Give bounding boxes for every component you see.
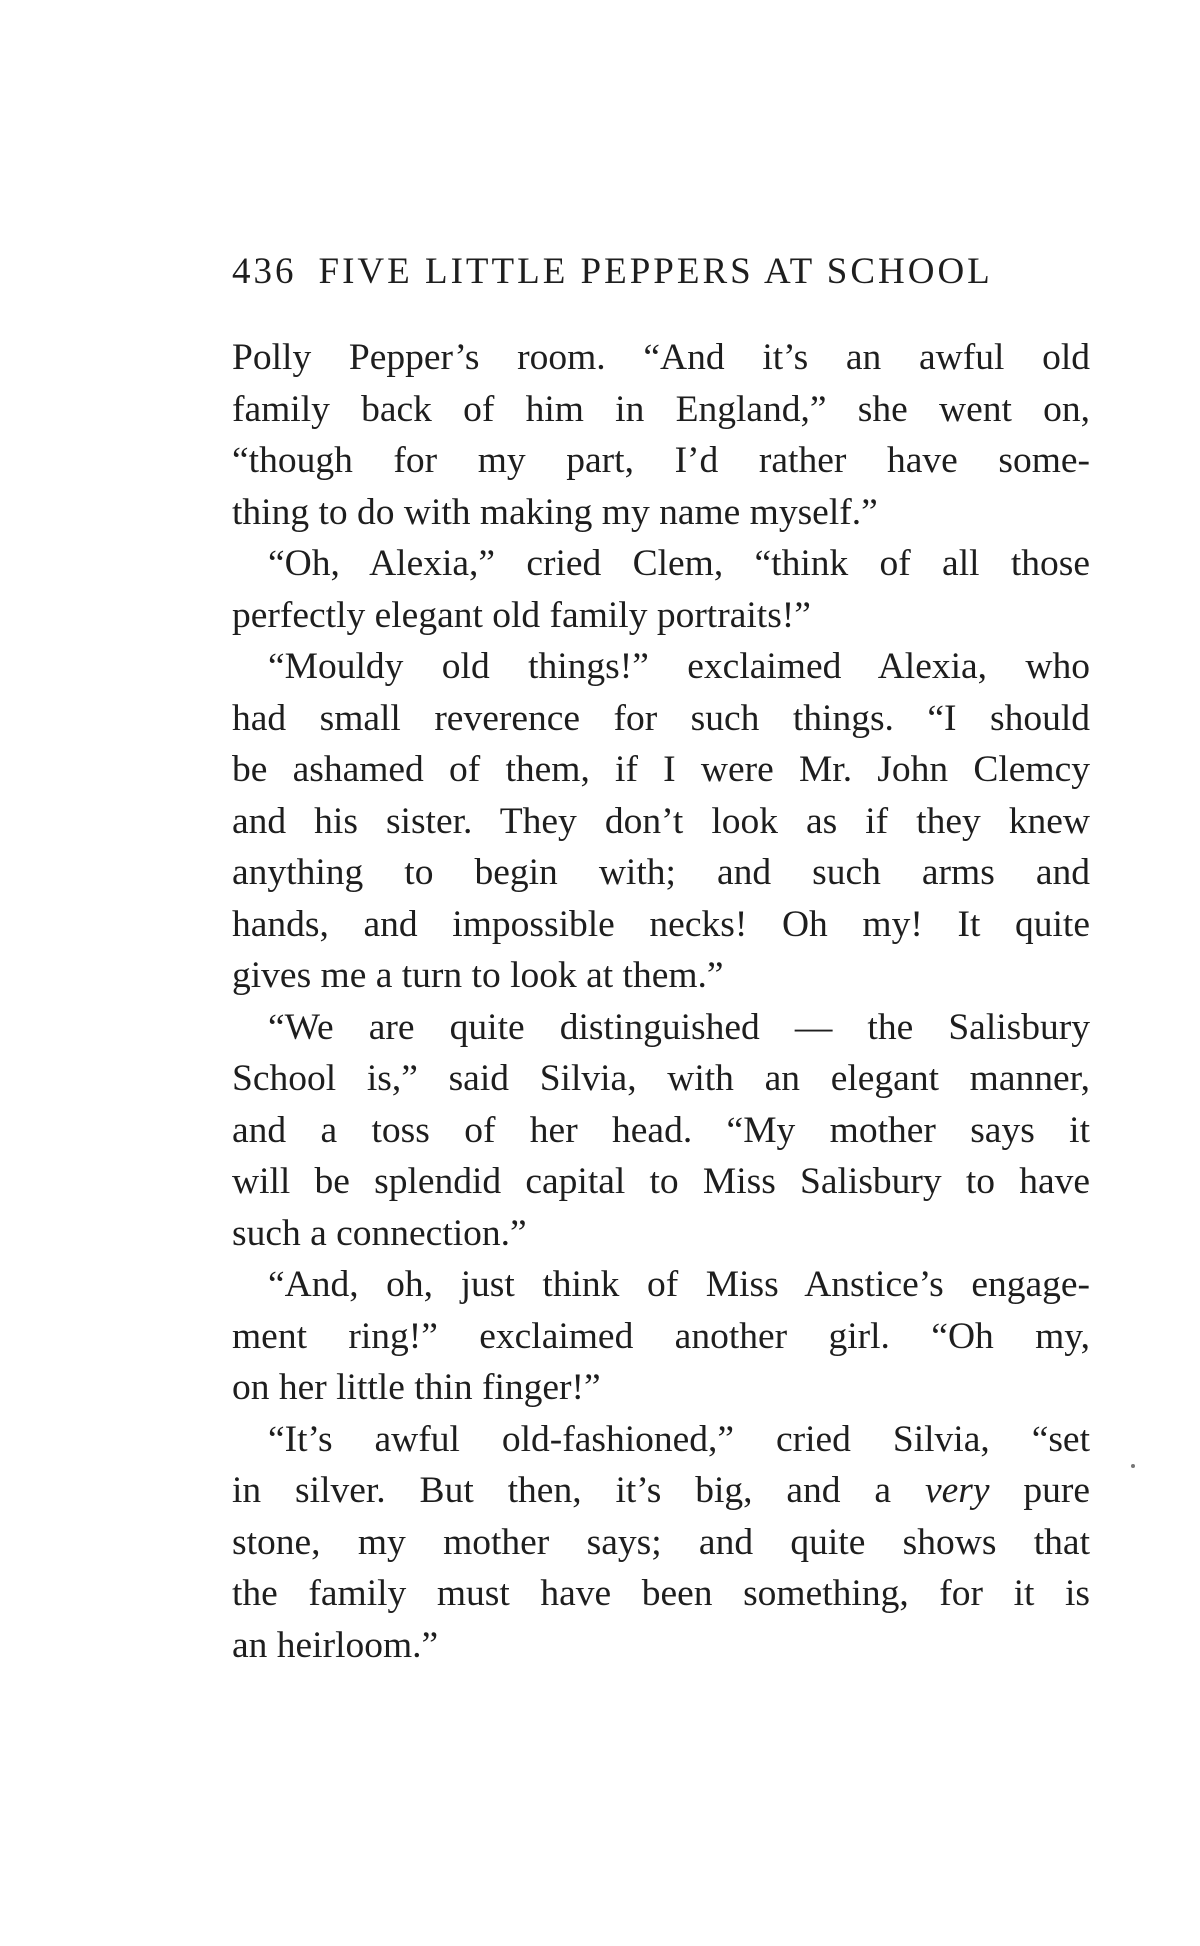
text-line: hands, and impossible necks! Oh my! It quite xyxy=(232,903,1090,945)
text-line: School is,” said Silvia, with an elegant manner, xyxy=(232,1058,1090,1099)
text-line xyxy=(232,1465,1090,1517)
body-text xyxy=(232,332,1090,1671)
text-line: an heirloom.” xyxy=(232,1624,439,1666)
running-title: FIVE LITTLE PEPPERS AT SCHOOL xyxy=(318,251,993,292)
text-line: “It’s awful old-fashioned,” cried Silvia, “set xyxy=(268,1418,1090,1460)
text-line: had small reverence for such things. “I should xyxy=(232,697,1090,739)
text-line: ment ring!” exclaimed another girl. “Oh my, xyxy=(232,1315,1090,1357)
text-line: “We are quite distinguished — the Salisbury xyxy=(268,1006,1090,1048)
text-line: “Mouldy old things!” exclaimed Alexia, who xyxy=(268,646,1090,687)
italic-emphasis: very xyxy=(924,1470,990,1511)
text-line: “Oh, Alexia,” cried Clem, “think of all those xyxy=(268,543,1090,584)
text-line: the family must have been something, for it is xyxy=(232,1573,1090,1614)
page-number: 436 xyxy=(232,251,297,292)
text-line: “though for my part, I’d rather have some- xyxy=(232,440,1090,481)
text-line: stone, my mother says; and quite shows that xyxy=(232,1521,1090,1563)
text-line: “And, oh, just think of Miss Anstice’s engage- xyxy=(268,1264,1090,1305)
text-run: in silver. But then, it’s big, and a xyxy=(232,1470,892,1511)
text-line: gives me a turn to look at them.” xyxy=(232,955,724,996)
text-line: and a toss of her head. “My mother says it xyxy=(232,1109,1090,1151)
text-line: perfectly elegant old family portraits!” xyxy=(232,594,811,636)
text-line: thing to do with making my name myself.” xyxy=(232,491,878,533)
text-line: on her little thin finger!” xyxy=(232,1367,601,1408)
text-line: anything to begin with; and such arms and xyxy=(232,852,1090,893)
text-run: pure xyxy=(1023,1470,1091,1511)
text-line: Polly Pepper’s room. “And it’s an awful old xyxy=(232,337,1090,378)
text-line: be ashamed of them, if I were Mr. John Clemcy xyxy=(232,749,1090,790)
running-header xyxy=(232,250,1087,293)
text-line: family back of him in England,” she went on, xyxy=(232,388,1090,430)
text-line: such a connection.” xyxy=(232,1212,527,1254)
text-line: will be splendid capital to Miss Salisbury to have xyxy=(232,1161,1090,1202)
text-line: and his sister. They don’t look as if they knew xyxy=(232,800,1090,842)
ink-speck xyxy=(1131,1464,1135,1468)
